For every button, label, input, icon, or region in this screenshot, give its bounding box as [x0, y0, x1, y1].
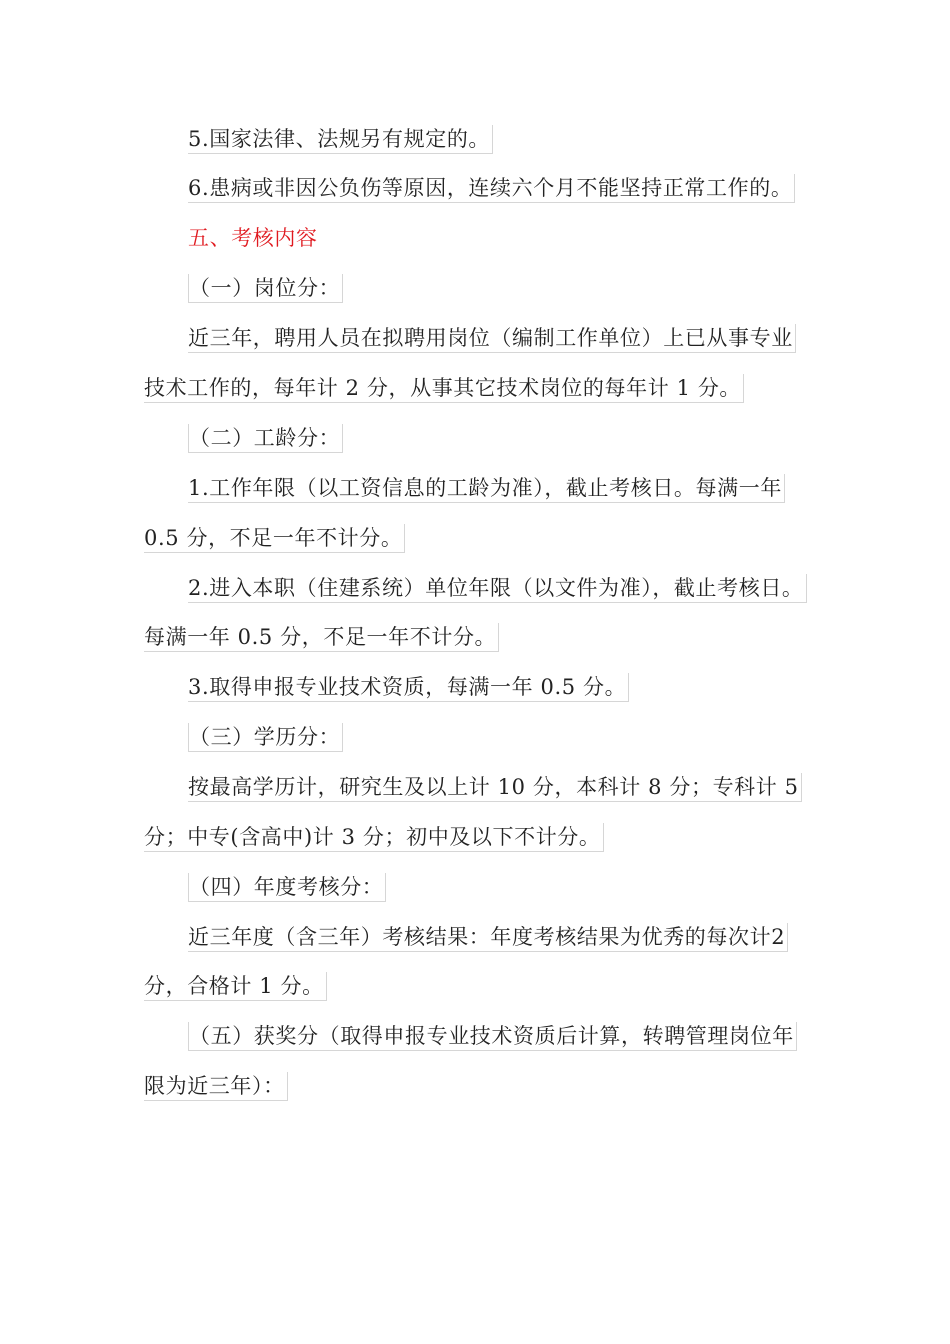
subheading-annual-review-score: （四）年度考核分： — [188, 873, 386, 902]
annual-review-text-2: 分，合格计 1 分。 — [144, 972, 327, 1001]
item-6: 6.患病或非因公负伤等原因，连续六个月不能坚持正常工作的。 — [188, 174, 795, 203]
education-text-2: 分；中专(含高中)计 3 分；初中及以下不计分。 — [144, 823, 604, 852]
subheading-post-score: （一）岗位分： — [188, 274, 343, 303]
seniority-item-1-line-2: 0.5 分，不足一年不计分。 — [144, 524, 405, 553]
post-score-text-1: 近三年，聘用人员在拟聘用岗位（编制工作单位）上已从事专业 — [188, 324, 796, 353]
seniority-item-1-line-1: 1.工作年限（以工资信息的工龄为准），截止考核日。每满一年 — [188, 474, 785, 503]
seniority-item-2-line-1: 2.进入本职（住建系统）单位年限（以文件为准），截止考核日。 — [188, 574, 807, 603]
item-5: 5.国家法律、法规另有规定的。 — [188, 125, 493, 154]
seniority-item-2-line-2: 每满一年 0.5 分，不足一年不计分。 — [144, 623, 499, 652]
section-heading-5: 五、考核内容 — [188, 226, 318, 250]
subheading-award-score-line-2: 限为近三年）： — [144, 1072, 288, 1101]
subheading-award-score-line-1: （五）获奖分（取得申报专业技术资质后计算，转聘管理岗位年 — [188, 1022, 797, 1051]
seniority-item-3: 3.取得申报专业技术资质，每满一年 0.5 分。 — [188, 673, 629, 702]
annual-review-text-1: 近三年度（含三年）考核结果：年度考核结果为优秀的每次计2 — [188, 923, 788, 952]
post-score-text-2: 技术工作的，每年计 2 分，从事其它技术岗位的每年计 1 分。 — [144, 374, 744, 403]
subheading-education-score: （三）学历分： — [188, 723, 343, 752]
education-text-1: 按最高学历计，研究生及以上计 10 分，本科计 8 分；专科计 5 — [188, 773, 802, 802]
subheading-seniority-score: （二）工龄分： — [188, 424, 343, 453]
